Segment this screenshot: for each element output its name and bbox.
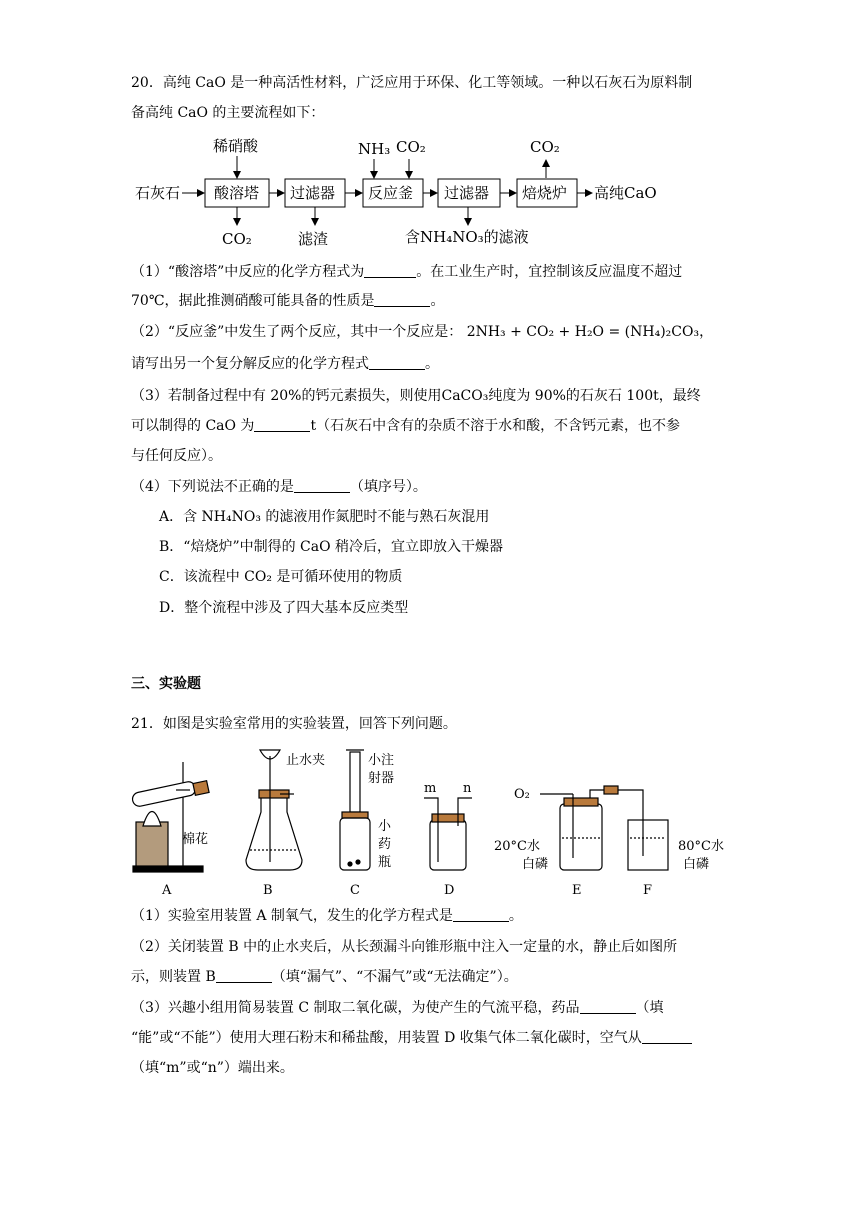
q21-part3-line1: （3）兴趣小组用简易装置 C 制取二氧化碳，为使产生的气流平稳，药品 （填 <box>131 1000 664 1016</box>
label-syringe-2: 射器 <box>368 771 395 786</box>
label-clamp: 止水夹 <box>286 753 326 768</box>
answer-blank[interactable] <box>580 999 636 1014</box>
flow-filtrate-label: 含NH₄NO₃的滤液 <box>405 228 529 246</box>
flow-acid-label: 稀硝酸 <box>213 137 259 155</box>
answer-blank[interactable] <box>294 478 350 493</box>
label-a: A <box>162 883 172 898</box>
flow-co2-top-label: CO₂ <box>530 138 560 156</box>
label-water20: 20°C水 <box>494 839 540 854</box>
q20-intro-line1: 20．高纯 CaO 是一种高活性材料，广泛应用于环保、化工等领域。一种以石灰石为原料制 <box>131 75 693 91</box>
label-wp-e: 白磷 <box>522 857 549 872</box>
label-syringe-1: 小注 <box>368 753 395 768</box>
label-f: F <box>643 883 653 898</box>
equation: 2NH₃ + CO₂ + H₂O = (NH₄)₂CO₃， <box>466 324 714 340</box>
apparatus-b <box>246 750 302 870</box>
q20-part1-line2: 70℃，据此推测硝酸可能具备的性质是 。 <box>131 293 445 309</box>
answer-blank[interactable] <box>374 292 430 307</box>
answer-blank[interactable] <box>453 907 509 922</box>
flow-input-label: 石灰石 <box>135 184 181 202</box>
label-n: n <box>463 781 472 796</box>
q20-part3-line3: 与任何反应）。 <box>131 448 222 464</box>
apparatus-d <box>424 798 472 870</box>
q21-part1: （1）实验室用装置 A 制氧气，发生的化学方程式是 。 <box>131 908 523 924</box>
flow-co2-out-label: CO₂ <box>222 230 252 248</box>
flow-filter1-label: 过滤器 <box>290 184 336 202</box>
label-b: B <box>263 883 273 898</box>
q21-apparatus-figure <box>128 742 738 902</box>
q20-part2-line2: 请写出另一个复分解反应的化学方程式 。 <box>131 356 439 372</box>
q20-option-c: C．该流程中 CO₂ 是可循环使用的物质 <box>159 569 403 585</box>
label-c: C <box>350 883 360 898</box>
answer-blank[interactable] <box>642 1029 692 1044</box>
apparatus-e-f <box>540 786 668 870</box>
q20-option-a: A．含 NH₄NO₃ 的滤液用作氮肥时不能与熟石灰混用 <box>159 509 490 525</box>
q21-part2-line1: （2）关闭装置 B 中的止水夹后，从长颈漏斗向锥形瓶中注入一定量的水，静止后如图所 <box>131 939 678 955</box>
flow-tower-label: 酸溶塔 <box>214 184 260 202</box>
label-m: m <box>424 781 437 796</box>
flow-filter2-label: 过滤器 <box>444 184 490 202</box>
q20-option-d: D．整个流程中涉及了四大基本反应类型 <box>159 600 409 616</box>
label-o2: O₂ <box>514 787 530 802</box>
q20-part2-line1: （2）“反应釜”中发生了两个反应，其中一个反应是： 2NH₃ + CO₂ + H₂O = (NH₄)₂CO₃， <box>131 324 714 340</box>
q20-option-b: B．“焙烧炉”中制得的 CaO 稍冷后，宜立即放入干燥器 <box>159 539 504 555</box>
q20-part3-line2: 可以制得的 CaO 为 t（石灰石中含有的杂质不溶于水和酸，不含钙元素，也不参 <box>131 418 681 434</box>
label-bottle-2: 药 <box>378 837 392 852</box>
answer-blank[interactable] <box>369 355 425 370</box>
apparatus-a <box>131 762 209 872</box>
flow-residue-label: 滤渣 <box>298 230 329 248</box>
answer-blank[interactable] <box>216 968 272 983</box>
q20-part3-line1: （3）若制备过程中有 20%的钙元素损失，则使用CaCO₃纯度为 90%的石灰石 100t，最终 <box>131 388 701 404</box>
q21-part3-line3: （填“m”或“n”）端出来。 <box>131 1060 294 1076</box>
label-bottle-1: 小 <box>378 819 392 834</box>
q21-part2-line2: 示，则装置 B （填“漏气”、“不漏气”或“无法确定”）。 <box>131 969 518 985</box>
answer-blank[interactable] <box>254 417 310 432</box>
answer-blank[interactable] <box>364 263 416 278</box>
q20-flow-diagram <box>130 132 670 250</box>
flow-nh3-label: NH₃ <box>358 140 391 158</box>
flow-product-label: 高纯CaO <box>594 184 657 202</box>
section-heading: 三、实验题 <box>131 676 201 692</box>
q21-intro: 21．如图是实验室常用的实验装置，回答下列问题。 <box>131 716 457 732</box>
label-d: D <box>444 883 455 898</box>
q20-part4: （4）下列说法不正确的是 （填序号）。 <box>131 479 427 495</box>
flow-furnace-label: 焙烧炉 <box>522 184 568 202</box>
label-e: E <box>572 883 582 898</box>
label-wp-f: 白磷 <box>683 857 710 872</box>
label-bottle-3: 瓶 <box>378 855 392 870</box>
apparatus-c <box>340 750 370 870</box>
label-water80: 80°C水 <box>678 839 724 854</box>
q20-part1-line1: （1）“酸溶塔”中反应的化学方程式为 。在工业生产时，宜控制该反应温度不超过 <box>131 264 683 280</box>
q20-intro-line2: 备高纯 CaO 的主要流程如下： <box>131 105 325 121</box>
flow-co2-in-label: CO₂ <box>396 138 426 156</box>
q21-part3-line2: “能”或“不能”）使用大理石粉末和稀盐酸，用装置 D 收集气体二氧化碳时，空气从 <box>131 1028 692 1048</box>
flow-reactor-label: 反应釜 <box>368 184 414 202</box>
label-cotton: 棉花 <box>182 832 209 847</box>
